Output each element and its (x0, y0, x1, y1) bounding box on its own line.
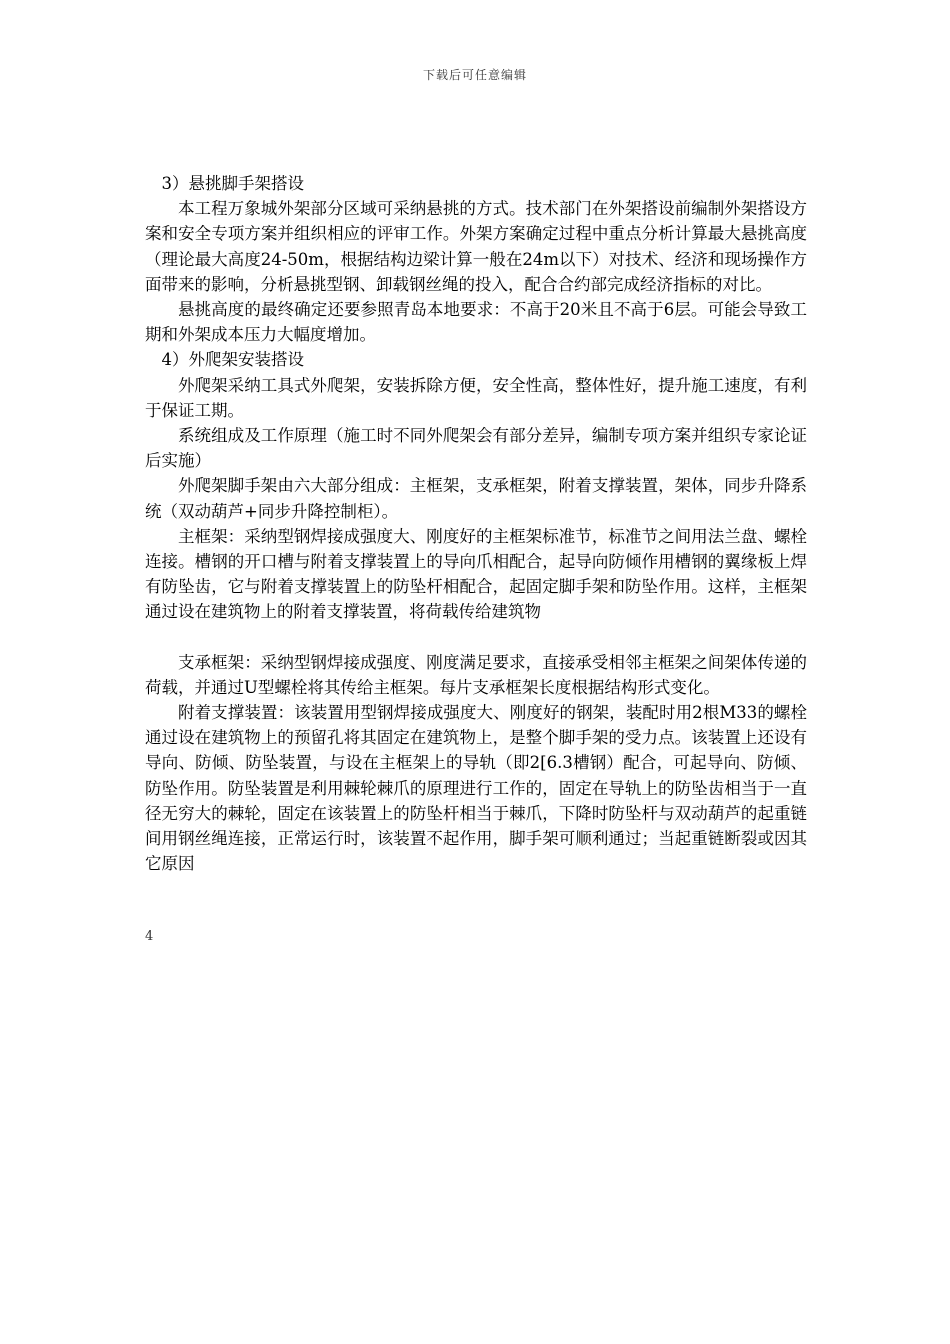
paragraph-climbing-intro: 外爬架采纳工具式外爬架，安装拆除方便，安全性高，整体性好，提升施工速度，有利于保证工期。 (145, 375, 807, 420)
paragraph-support-frame: 支承框架：采纳型钢焊接成强度、刚度满足要求，直接承受相邻主框架之间架体传递的荷载，并通过U型螺栓将其传给主框架。每片支承框架长度根据结构形式变化。 (145, 652, 807, 697)
paragraph-system-principle: 系统组成及工作原理（施工时不同外爬架会有部分差异，编制专项方案并组织专家论证后实施） (145, 426, 807, 471)
page-number: 4 (145, 929, 154, 944)
paragraph-attached-support: 附着支撑装置：该装置用型钢焊接成强度大、刚度好的钢架，装配时用2根M33的螺栓通过设在建筑物上的预留孔将其固定在建筑物上，是整个脚手架的受力点。该装置上还设有导向、防倾、防坠装置，与设在主框架上的导轨（即2[6.3槽钢）配合，可起导向、防倾、防坠作用。防坠装置是利用棘轮棘爪的原理进行工作的，固定在导轨上的防坠齿相当于一直径无穷大的棘轮，固定在该装置上的防坠杆相当于棘爪，下降时防坠杆与双动葫芦的起重链间用钢丝绳连接，正常运行时，该装置不起作用，脚手架可顺利通过；当起重链断裂或因其它原因 (145, 703, 807, 874)
paragraph-six-components: 外爬架脚手架由六大部分组成：主框架，支承框架，附着支撑装置，架体，同步升降系统（双动葫芦+同步升降控制柜）。 (145, 476, 807, 521)
section-heading-climbing-scaffold: 4）外爬架安装搭设 (161, 350, 304, 370)
paragraph-cantilever-intro: 本工程万象城外架部分区域可采纳悬挑的方式。技术部门在外架搭设前编制外架搭设方案和安全专项方案并组织相应的评审工作。外架方案确定过程中重点分析计算最大悬挑高度（理论最大高度24-50m，根据结构边梁计算一般在24m以下）对技术、经济和现场操作方面带来的影响，分析悬挑型钢、卸载钢丝绳的投入，配合合约部完成经济指标的对比。 (145, 199, 807, 294)
document-body (145, 171, 807, 876)
paragraph-main-frame: 主框架：采纳型钢焊接成强度大、刚度好的主框架标准节，标准节之间用法兰盘、螺栓连接。槽钢的开口槽与附着支撑装置上的导向爪相配合，起导向防倾作用槽钢的翼缘板上焊有防坠齿，它与附着支撑装置上的防坠杆相配合，起固定脚手架和防坠作用。这样，主框架通过设在建筑物上的附着支撑装置，将荷载传给建筑物 (145, 526, 807, 622)
section-heading-cantilever-scaffold: 3）悬挑脚手架搭设 (161, 174, 304, 193)
paragraph-cantilever-height: 悬挑高度的最终确定还要参照青岛本地要求：不高于20米且不高于6层。可能会导致工期和外架成本压力大幅度增加。 (145, 300, 807, 345)
header-note: 下载后可任意编辑 (422, 68, 527, 82)
paragraph-gap (145, 625, 807, 650)
